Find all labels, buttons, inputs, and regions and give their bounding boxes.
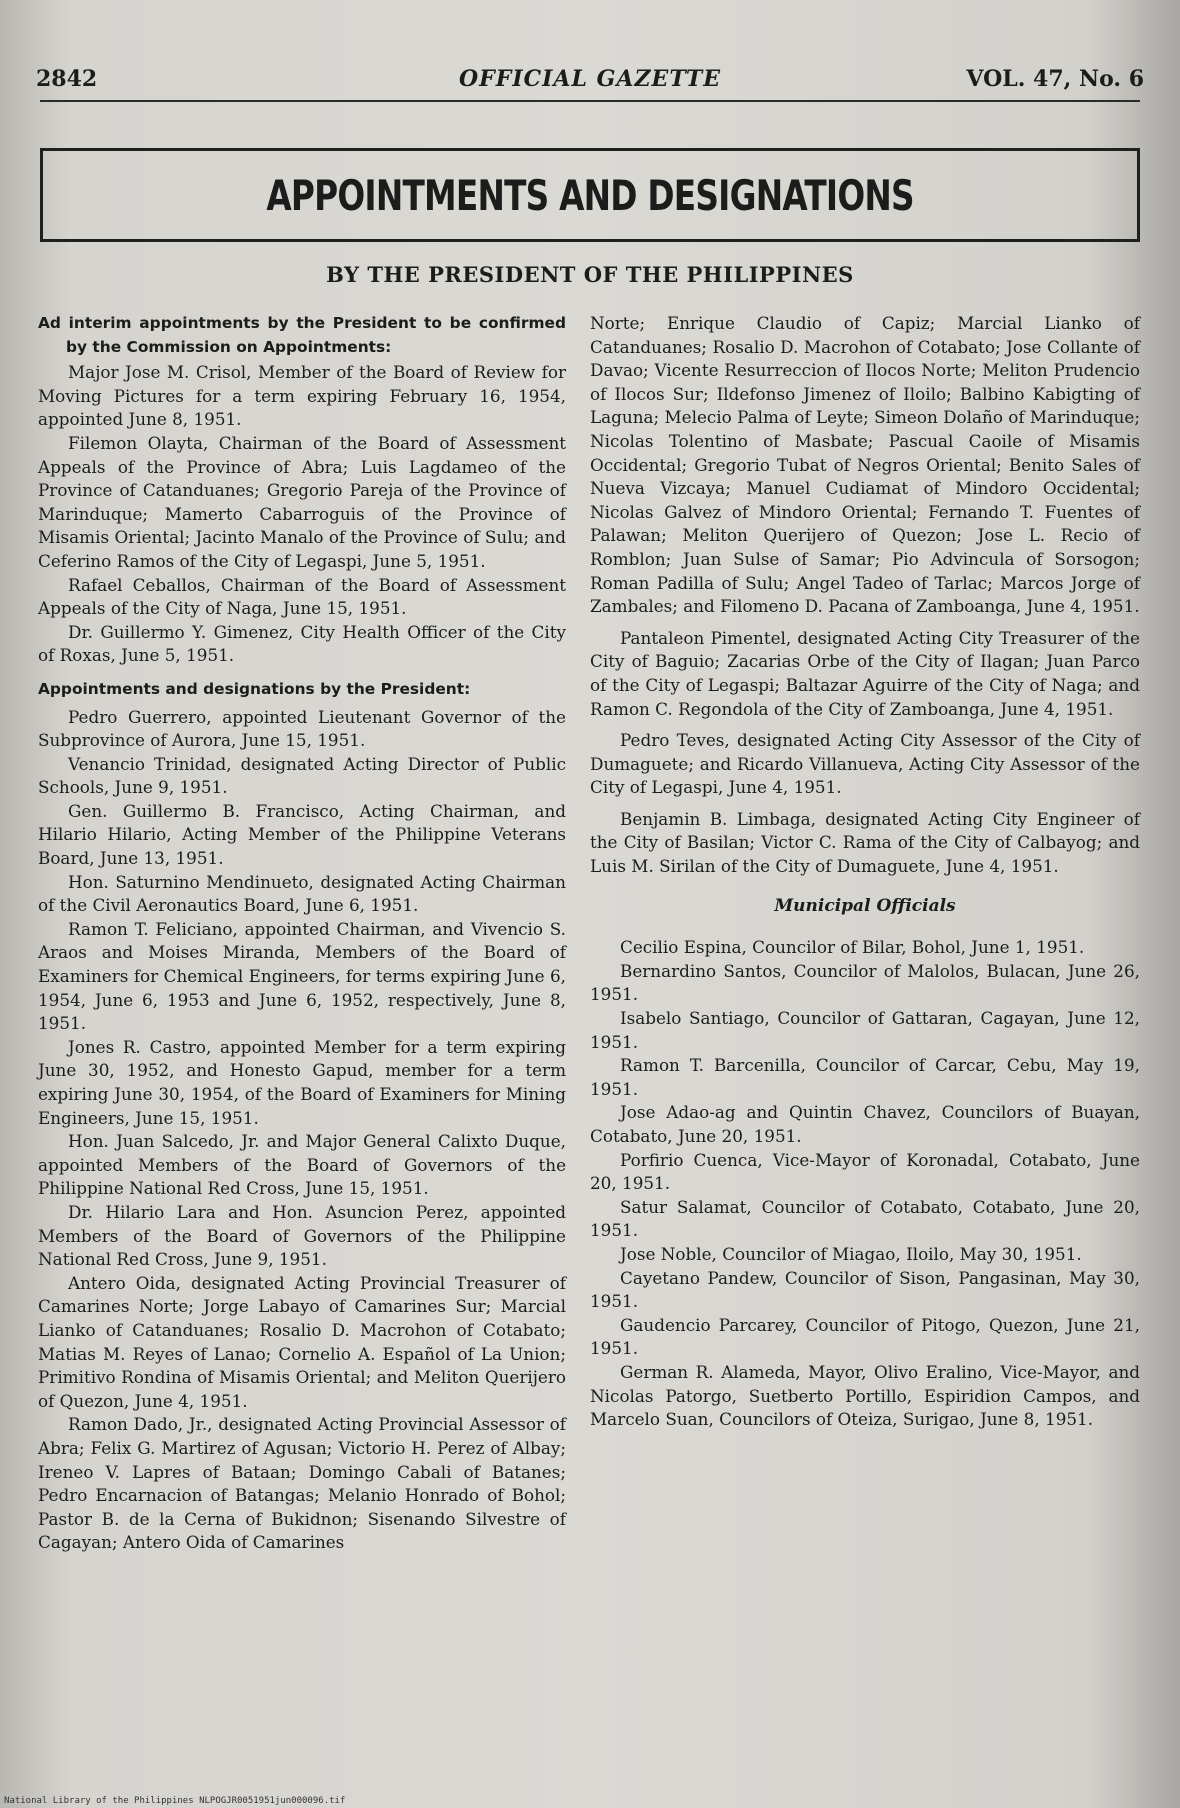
municipal-entry: Porfirio Cuenca, Vice-Mayor of Koronadal, Cotabato, June 20, 1951. xyxy=(590,1149,1140,1194)
section-banner xyxy=(40,148,1140,242)
municipal-entry: Isabelo Santiago, Councilor of Gattaran, Cagayan, June 12, 1951. xyxy=(590,1008,1140,1052)
municipal-entry: German R. Alameda, Mayor, Olivo Eralino, Vice-Mayor, and Nicolas Patorgo, Suetberto Portillo, Espiridion Campos, and Marcelo Suan, Councilors of Oteiza, Surigao, June 8, 1951. xyxy=(590,1361,1140,1430)
byline: BY THE PRESIDENT OF THE PHILIPPINES xyxy=(326,262,854,287)
municipal-entry: Cayetano Pandew, Councilor of Sison, Pangasinan, May 30, 1951. xyxy=(590,1267,1140,1312)
paragraph: Ramon Dado, Jr., designated Acting Provincial Assessor of Abra; Felix G. Martirez of Agusan; Victorio H. Perez of Albay; Ireneo V. Lapres of Bataan; Domingo Cabali of Batanes; Pedro Encarnacion of Batangas; Melanio Honrado of Bohol; Pastor B. de la Cerna of Bukidnon; Sisenando Silvestre of Cagayan; Antero Oida of Camarines xyxy=(38,1414,566,1553)
paragraph: Hon. Juan Salcedo, Jr. and Major General Calixto Duque, appointed Members of the Board of Governors of the Philippine National Red Cross, June 15, 1951. xyxy=(38,1131,566,1199)
publication-title: OFFICIAL GAZETTE xyxy=(458,66,722,92)
scan-footer: National Library of the Philippines NLPOGJR0051951jun000096.tif xyxy=(4,1796,346,1806)
paragraph: Antero Oida, designated Acting Provincial Treasurer of Camarines Norte; Jorge Labayo of Camarines Sur; Marcial Lianko of Catanduanes; Rosalio D. Macrohon of Cotabato; Matias M. Reyes of Lanao; Cornelio A. Español of La Union; Primitivo Rondina of Misamis Oriental; and Meliton Querijero of Quezon, June 4, 1951. xyxy=(38,1272,566,1411)
paragraph: Ramon T. Feliciano, appointed Chairman, and Vivencio S. Araos and Moises Miranda, Members of the Board of Examiners for Chemical Engineers, for terms expiring June 6, 1954, June 6, 1953 and June 6, 1952, respectively, June 8, 1951. xyxy=(38,918,566,1034)
municipal-entry: Jose Noble, Councilor of Miagao, Iloilo, May 30, 1951. xyxy=(620,1243,1082,1264)
interim-heading: Ad interim appointments by the President to be confirmed by the Commission on Appointments: xyxy=(38,314,566,356)
section-heading: Appointments and designations by the President: xyxy=(38,679,471,698)
municipal-entry: Ramon T. Barcenilla, Councilor of Carcar, Cebu, May 19, 1951. xyxy=(590,1055,1140,1099)
municipal-entry: Bernardino Santos, Councilor of Malolos, Bulacan, June 26, 1951. xyxy=(590,960,1140,1005)
paragraph: Pantaleon Pimentel, designated Acting City Treasurer of the City of Baguio; Zacarias Orbe of the City of Ilagan; Juan Parco of the City of Legaspi; Baltazar Aguirre of the City of Naga; and Ramon C. Regondola of the City of Zamboanga, June 4, 1951. xyxy=(590,627,1140,719)
paragraph: Rafael Ceballos, Chairman of the Board of Assessment Appeals of the City of Naga, June 15, 1951. xyxy=(38,574,566,619)
paragraph: Jones R. Castro, appointed Member for a term expiring June 30, 1952, and Honesto Gapud, member for a term expiring June 30, 1954, of the Board of Examiners for Mining Engineers, June 15, 1951. xyxy=(38,1036,566,1128)
paragraph: Venancio Trinidad, designated Acting Director of Public Schools, June 9, 1951. xyxy=(38,753,566,798)
header-rule xyxy=(40,100,1140,102)
page-header xyxy=(36,66,1144,102)
paragraph: Dr. Guillermo Y. Gimenez, City Health Officer of the City of Roxas, June 5, 1951. xyxy=(38,621,566,666)
left-column xyxy=(38,312,566,1555)
banner-title: APPOINTMENTS AND DESIGNATIONS xyxy=(266,170,914,220)
municipal-entry: Cecilio Espina, Councilor of Bilar, Bohol, June 1, 1951. xyxy=(620,937,1085,958)
right-column xyxy=(590,312,1140,1432)
paragraph: Benjamin B. Limbaga, designated Acting City Engineer of the City of Basilan; Victor C. Rama of the City of Calbayog; and Luis M. Sirilan of the City of Dumaguete, June 4, 1951. xyxy=(590,808,1140,877)
paragraph: Pedro Guerrero, appointed Lieutenant Governor of the Subprovince of Aurora, June 15, 1951. xyxy=(38,706,566,751)
continued-paragraph: Norte; Enrique Claudio of Capiz; Marcial Lianko of Catanduanes; Rosalio D. Macrohon of Cotabato; Jose Collante of Davao; Vicente Resurreccion of Ilocos Norte; Meliton Prudencio of Ilocos Sur; Ildefonso Jimenez of Iloilo; Balbino Kabigting of Laguna; Melecio Palma of Leyte; Simeon Dolaño of Marinduque; Nicolas Tolentino of Masbate; Pascual Caoile of Misamis Occidental; Gregorio Tubat of Negros Oriental; Benito Sales of Nueva Vizcaya; Manuel Cudiamat of Mindoro Occidental; Nicolas Galvez of Mindoro Oriental; Fernando T. Fuentes of Palawan; Meliton Querijero of Quezon; Jose L. Recio of Romblon; Juan Sulse of Samar; Pio Advincula of Sorsogon; Roman Padilla of Sulu; Angel Tadeo of Tarlac; Marcos Jorge of Zambales; and Filomeno D. Pacana of Zamboanga, June 4, 1951. xyxy=(590,313,1140,617)
paragraph: Hon. Saturnino Mendinueto, designated Acting Chairman of the Civil Aeronautics Board, June 6, 1951. xyxy=(38,871,566,916)
paragraph: Filemon Olayta, Chairman of the Board of Assessment Appeals of the Province of Abra; Luis Lagdameo of the Province of Catanduanes; Gregorio Pareja of the Province of Marinduque; Mamerto Cabarroguis of the Province of Misamis Oriental; Jacinto Manalo of the Province of Sulu; and Ceferino Ramos of the City of Legaspi, June 5, 1951. xyxy=(38,432,566,571)
paragraph: Gen. Guillermo B. Francisco, Acting Chairman, and Hilario Hilario, Acting Member of the Philippine Veterans Board, June 13, 1951. xyxy=(38,800,566,869)
paragraph: Pedro Teves, designated Acting City Assessor of the City of Dumaguete; and Ricardo Villanueva, Acting City Assessor of the City of Legaspi, June 4, 1951. xyxy=(590,730,1140,798)
paragraph: Major Jose M. Crisol, Member of the Board of Review for Moving Pictures for a term expiring February 16, 1954, appointed June 8, 1951. xyxy=(38,362,566,430)
volume-number: VOL. 47, No. 6 xyxy=(966,66,1144,92)
paragraph: Dr. Hilario Lara and Hon. Asuncion Perez, appointed Members of the Board of Governors of the Philippine National Red Cross, June 9, 1951. xyxy=(38,1201,566,1270)
municipal-entry: Jose Adao-ag and Quintin Chavez, Councilors of Buayan, Cotabato, June 20, 1951. xyxy=(590,1102,1140,1146)
subheading-municipal-officials: Municipal Officials xyxy=(774,895,956,916)
municipal-entry: Gaudencio Parcarey, Councilor of Pitogo, Quezon, June 21, 1951. xyxy=(590,1314,1140,1359)
municipal-entry: Satur Salamat, Councilor of Cotabato, Cotabato, June 20, 1951. xyxy=(590,1196,1140,1241)
page-number: 2842 xyxy=(36,66,98,92)
